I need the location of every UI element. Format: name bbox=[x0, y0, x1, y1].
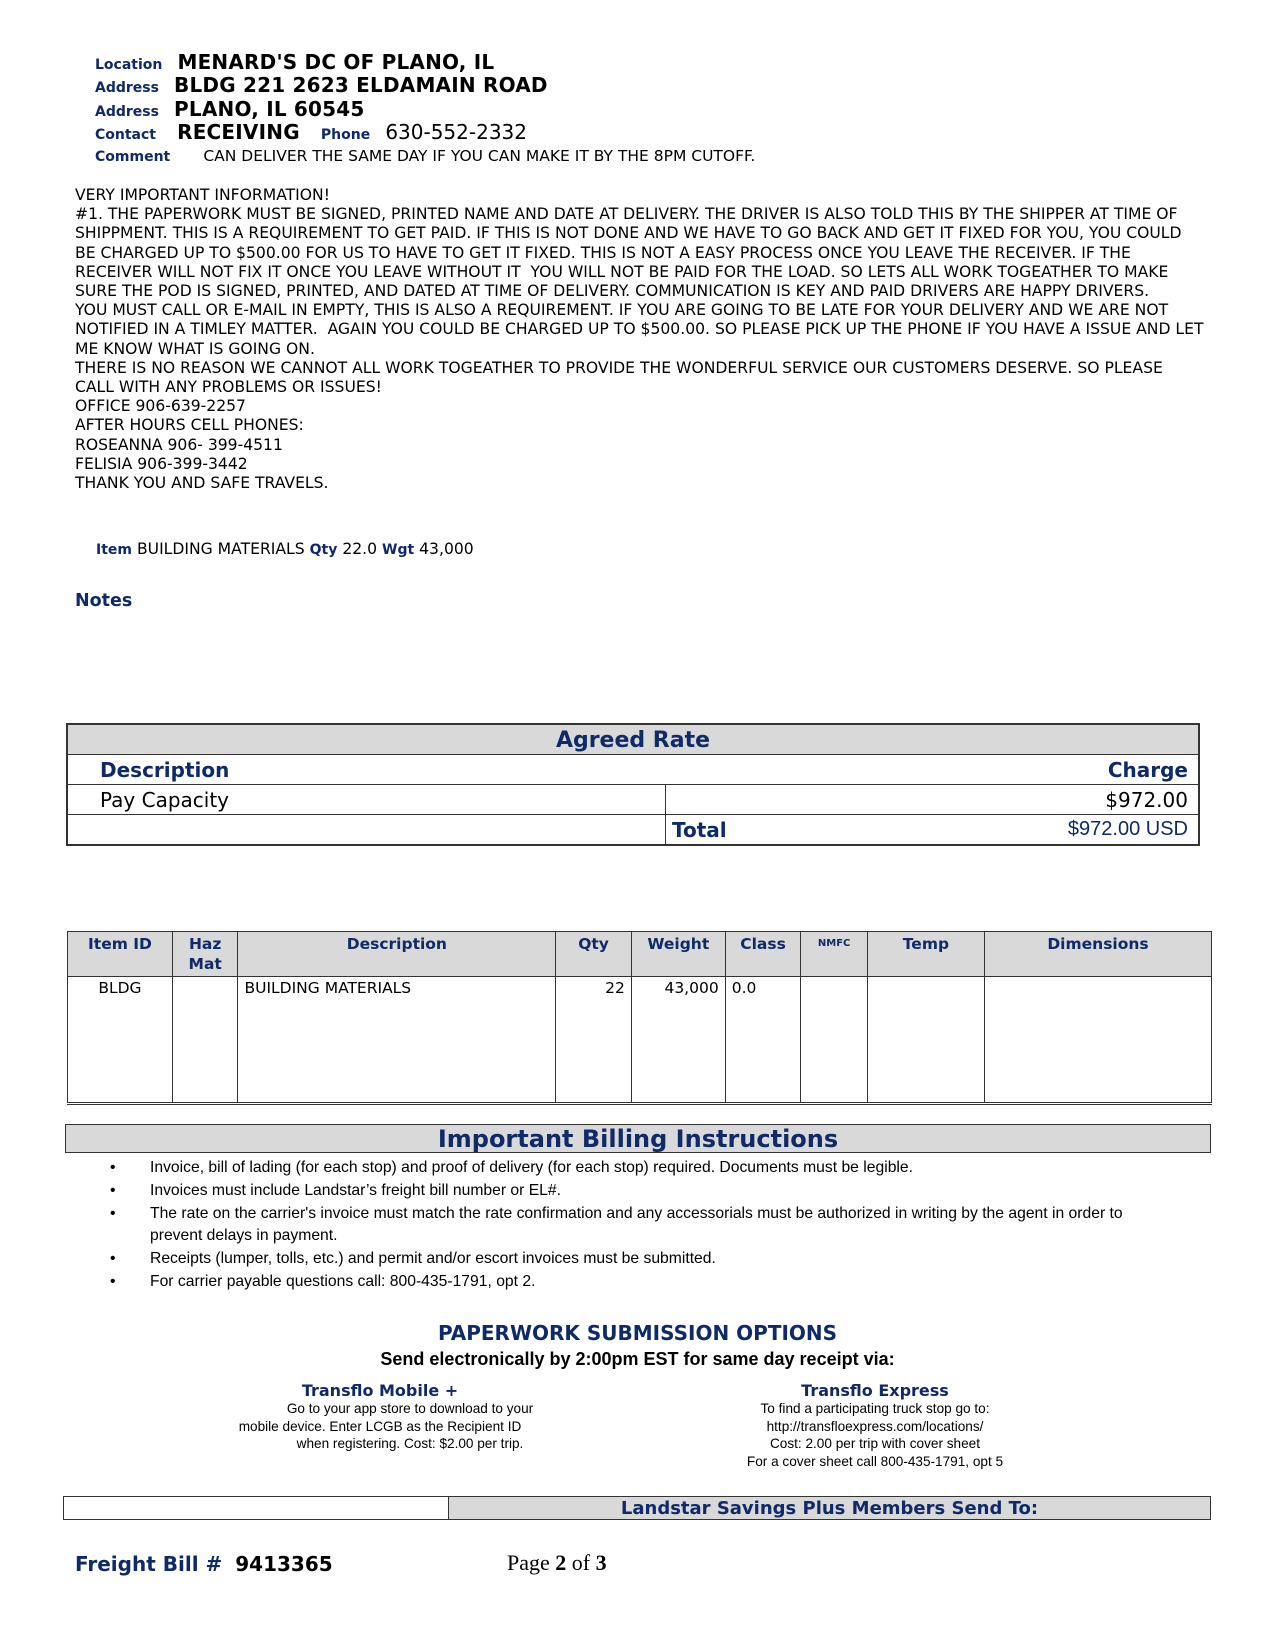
transflo-mobile-option bbox=[175, 1381, 585, 1453]
phone-label: Phone bbox=[320, 127, 371, 143]
page-indicator: Page 2 of 3 bbox=[507, 1550, 607, 1575]
address1-value: BLDG 221 2623 ELDAMAIN ROAD bbox=[174, 73, 548, 97]
item-summary bbox=[96, 540, 474, 558]
location-label: Location bbox=[95, 57, 163, 73]
transflo-express-line3: Cost: 2.00 per trip with cover sheet bbox=[769, 1436, 981, 1451]
transflo-mobile-line1: Go to your app store to download to your bbox=[286, 1401, 534, 1416]
rate-charge-header: Charge bbox=[1107, 758, 1188, 782]
cell-haz-mat bbox=[172, 977, 238, 1104]
important-information: VERY IMPORTANT INFORMATION! #1. THE PAPERWORK MUST BE SIGNED, PRINTED NAME AND DATE AT DELIVERY. THE DRIVER IS ALSO TOLD THIS BY THE SHIPPER AT TIME OF SHIPPMENT. THIS IS A REQUIREMENT TO GET PAID. IF THIS IS NOT DONE AND WE HAVE TO GO BACK AND GET IT FIXED FOR YOU, YOU COULD BE CHARGED UP TO $500.00 FOR US TO HAVE TO GET IT FIXED. THIS IS NOT A EASY PROCESS ONCE YOU LEAVE THE RECEIVER. IF THE RECEIVER WILL NOT FIX IT ONCE YOU LEAVE WITHOUT IT YOU WILL NOT BE PAID FOR THE LOAD. SO LETS ALL WORK TOGEATHER TO MAKE SURE THE POD IS SIGNED, PRINTED, AND DATED AT TIME OF DELIVERY. COMMUNICATION IS KEY AND PAID DRIVERS ARE HAPPY DRIVERS. YOU MUST CALL OR E-MAIL IN EMPTY, THIS IS ALSO A REQUIREMENT. IF YOU ARE GOING TO BE LATE FOR YOUR DELIVERY AND WE ARE NOT NOTIFIED IN A TIMLEY MATTER. AGAIN YOU COULD BE CHARGED UP TO $500.00. SO PLEASE PICK UP THE PHONE IF YOU HAVE A ISSUE AND LET ME KNOW WHAT IS GOING ON. THERE IS NO REASON WE CANNOT ALL WORK TOGEATHER TO PROVIDE THE WONDERFUL SERVICE OUR CUSTOMERS DESERVE. SO PLEASE CALL WITH ANY PROBLEMS OR ISSUES! OFFICE 906-639-2257 AFTER HOURS CELL PHONES: ROSEANNA 906- 399-4511 FELISIA 906-399-3442 THANK YOU AND SAFE TRAVELS. bbox=[75, 186, 1204, 493]
col-haz-mat: Haz Mat bbox=[172, 932, 238, 977]
contact-value: RECEIVING bbox=[177, 120, 300, 144]
rate-description-header: Description bbox=[100, 758, 230, 782]
notes-heading: Notes bbox=[75, 591, 133, 611]
col-item-id: Item ID bbox=[68, 932, 173, 977]
wgt-label: Wgt bbox=[382, 542, 415, 558]
rate-line-description: Pay Capacity bbox=[100, 788, 230, 812]
col-class: Class bbox=[725, 932, 801, 977]
list-item: • Invoice, bill of lading (for each stop) and proof of delivery (for each stop) required. Documents must be legible. bbox=[110, 1157, 1170, 1180]
qty-label: Qty bbox=[309, 542, 338, 558]
rate-total-label: Total bbox=[672, 818, 727, 842]
transflo-mobile-title: Transflo Mobile + bbox=[301, 1381, 459, 1400]
cell-dimensions bbox=[984, 977, 1211, 1104]
transflo-express-line1: To find a participating truck stop go to: bbox=[760, 1401, 990, 1416]
cell-temp bbox=[867, 977, 984, 1104]
col-dimensions: Dimensions bbox=[984, 932, 1211, 977]
transflo-express-title: Transflo Express bbox=[801, 1381, 949, 1400]
item-label: Item bbox=[96, 542, 132, 558]
rate-total-value: $972.00 USD bbox=[1067, 818, 1188, 840]
transflo-mobile-line3: when registering. Cost: $2.00 per trip. bbox=[296, 1436, 524, 1451]
paperwork-title: PAPERWORK SUBMISSION OPTIONS bbox=[437, 1321, 838, 1345]
list-item: • For carrier payable questions call: 800-435-1791, opt 2. bbox=[110, 1271, 1170, 1294]
col-description: Description bbox=[238, 932, 556, 977]
location-value: MENARD'S DC OF PLANO, IL bbox=[177, 50, 495, 74]
cell-qty: 22 bbox=[556, 977, 632, 1104]
freight-bill bbox=[75, 1552, 333, 1576]
cell-description: BUILDING MATERIALS bbox=[238, 977, 556, 1104]
agreed-rate-title: Agreed Rate bbox=[68, 725, 1198, 755]
address2-value: PLANO, IL 60545 bbox=[174, 97, 365, 121]
cell-item-id: BLDG bbox=[68, 977, 173, 1104]
items-table bbox=[67, 931, 1212, 1105]
paperwork-subtitle: Send electronically by 2:00pm EST for same day receipt via: bbox=[380, 1349, 895, 1369]
rate-line-charge: $972.00 bbox=[1105, 788, 1188, 812]
col-weight: Weight bbox=[631, 932, 725, 977]
cell-nmfc bbox=[801, 977, 868, 1104]
address2-label: Address bbox=[95, 104, 159, 120]
agreed-rate-table bbox=[66, 723, 1200, 846]
list-item: • Invoices must include Landstar’s freight bill number or EL#. bbox=[110, 1180, 1170, 1203]
cell-class: 0.0 bbox=[725, 977, 801, 1104]
billing-instructions-title: Important Billing Instructions bbox=[65, 1124, 1211, 1153]
cell-weight: 43,000 bbox=[631, 977, 725, 1104]
comment-value: CAN DELIVER THE SAME DAY IF YOU CAN MAKE IT BY THE 8PM CUTOFF. bbox=[203, 147, 756, 165]
comment-label: Comment bbox=[95, 149, 171, 165]
freight-bill-label: Freight Bill # bbox=[75, 1552, 223, 1576]
transflo-express-line4: For a cover sheet call 800-435-1791, opt 5 bbox=[746, 1453, 1004, 1469]
billing-instructions-list bbox=[110, 1157, 1170, 1294]
savings-plus-bar bbox=[63, 1496, 1211, 1520]
wgt-value: 43,000 bbox=[419, 540, 474, 558]
transflo-express-option bbox=[705, 1381, 1045, 1470]
rate-total-row bbox=[68, 815, 1198, 844]
col-nmfc: NMFC bbox=[801, 932, 868, 977]
table-row bbox=[68, 977, 1212, 1104]
address-label: Address bbox=[95, 80, 159, 96]
transflo-mobile-line2: mobile device. Enter LCGB as the Recipient ID bbox=[238, 1418, 522, 1434]
savings-plus-title: Landstar Savings Plus Members Send To: bbox=[449, 1497, 1210, 1519]
col-qty: Qty bbox=[556, 932, 632, 977]
list-item: • Receipts (lumper, tolls, etc.) and permit and/or escort invoices must be submitted. bbox=[110, 1248, 1170, 1271]
rate-line-row bbox=[68, 785, 1198, 815]
list-item: • The rate on the carrier's invoice must match the rate confirmation and any accessorials must be authorized in writing by the agent in order to prevent delays in payment. bbox=[110, 1203, 1170, 1249]
item-value: BUILDING MATERIALS bbox=[136, 540, 305, 558]
rate-header-row bbox=[68, 755, 1198, 785]
phone-value: 630-552-2332 bbox=[385, 120, 527, 144]
contact-label: Contact bbox=[95, 127, 156, 143]
qty-value: 22.0 bbox=[342, 540, 378, 558]
col-temp: Temp bbox=[867, 932, 984, 977]
transflo-express-line2: http://transfloexpress.com/locations/ bbox=[766, 1418, 984, 1434]
freight-bill-number: 9413365 bbox=[235, 1552, 333, 1576]
